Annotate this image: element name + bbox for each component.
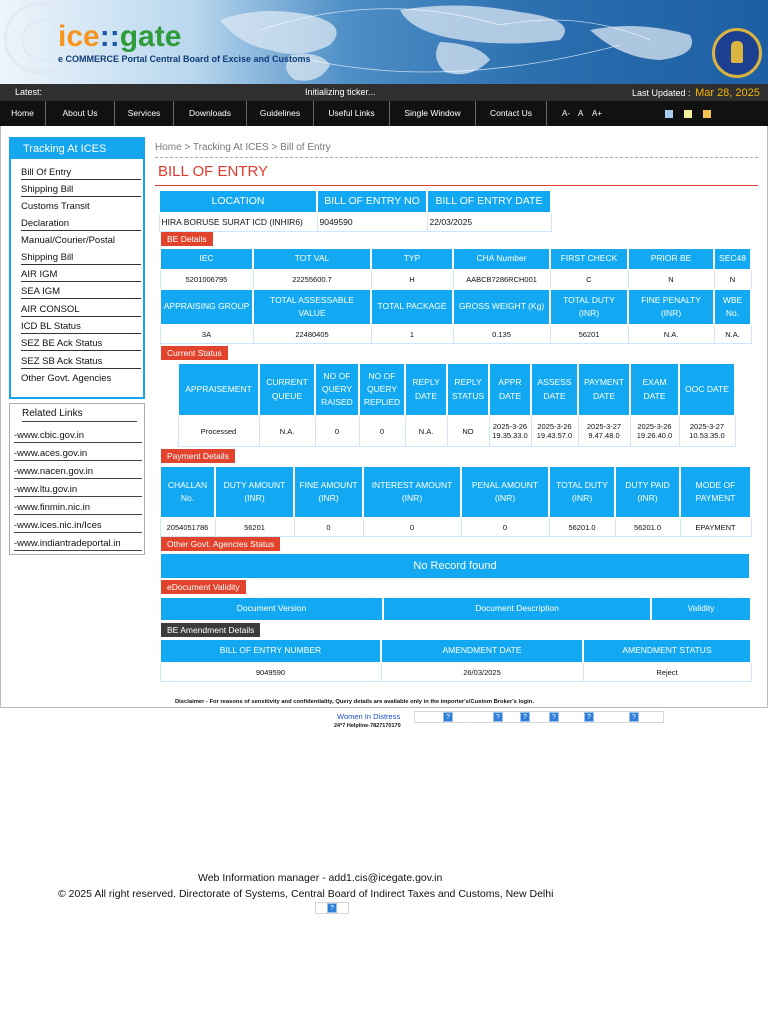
missing-image-icon[interactable]: ? <box>493 712 503 722</box>
table-cell: N <box>628 270 714 289</box>
frame-bottom-border <box>0 707 768 708</box>
table-header: APPR DATE <box>489 363 531 416</box>
header-tagline: e COMMERCE Portal Central Board of Excise and Customs <box>58 54 311 64</box>
related-link-nacen[interactable]: -www.nacen.gov.in <box>14 466 142 479</box>
tracking-panel <box>9 137 145 399</box>
table-header: INTEREST AMOUNT (INR) <box>363 466 461 518</box>
world-map-graphic <box>200 0 720 84</box>
table-header: NO OF QUERY REPLIED <box>359 363 405 416</box>
table-header: FIRST CHECK <box>550 248 628 270</box>
related-link-finmin[interactable]: -www.finmin.nic.in <box>14 502 142 515</box>
table-header: BILL OF ENTRY NUMBER <box>160 639 381 663</box>
women-in-distress-link[interactable]: Women In Distress <box>337 712 401 721</box>
table-cell: 1 <box>371 325 453 343</box>
table-cell: 22480405 <box>253 325 371 343</box>
related-link-ltu[interactable]: -www.ltu.gov.in <box>14 484 142 497</box>
nav-services[interactable]: Services <box>115 101 174 126</box>
table-cell: 2025-3-26 19.26.40.0 <box>630 416 679 446</box>
table-header: TOTAL PACKAGE <box>371 289 453 325</box>
sidebar-item-manual-courier[interactable]: Manual/Courier/Postal <box>21 235 115 246</box>
table-cell: 2025-3-27 9.47.48.0 <box>578 416 630 446</box>
table-cell: 2025-3-26 19.43.57.0 <box>531 416 578 446</box>
font-normal-button[interactable]: A <box>578 109 584 118</box>
theme-orange-swatch[interactable] <box>703 110 711 118</box>
table-cell: N.A. <box>714 325 751 343</box>
nav-home[interactable]: Home <box>0 101 46 126</box>
nav-useful-links[interactable]: Useful Links <box>314 101 390 126</box>
table-cell: NO <box>447 416 489 446</box>
table-cell: C <box>550 270 628 289</box>
table-cell: 0 <box>294 518 363 536</box>
table-cell: 9049590 <box>160 663 381 681</box>
edocument-label: eDocument Validity <box>161 580 246 594</box>
missing-image-icon[interactable]: ? <box>443 712 453 722</box>
table-cell: AABCB7286RCH001 <box>453 270 550 289</box>
table-header: REPLY STATUS <box>447 363 489 416</box>
table-header: FINE PENALTY (INR) <box>628 289 714 325</box>
missing-image-icon[interactable]: ? <box>327 903 337 913</box>
table-cell: 26/03/2025 <box>381 663 583 681</box>
font-increase-button[interactable]: A+ <box>592 109 603 118</box>
table-cell: 56201 <box>550 325 628 343</box>
sidebar-item-air-consol[interactable]: AIR CONSOL <box>21 304 141 317</box>
location-header: LOCATION <box>159 190 317 213</box>
news-ticker[interactable]: Initializing ticker... <box>305 87 376 97</box>
main-nav <box>0 101 768 126</box>
table-header: Document Description <box>383 597 651 621</box>
nav-single-window[interactable]: Single Window <box>390 101 476 126</box>
sidebar-item-other-govt-agencies[interactable]: Other Govt. Agencies <box>21 373 112 384</box>
be-date-value: 22/03/2025 <box>427 213 551 231</box>
table-cell: Processed <box>178 416 259 446</box>
table-header: TOTAL DUTY (INR) <box>549 466 615 518</box>
disclaimer-text: Disclaimer - For reasons of sensitivity and confidentiality, Query details are available only in the importer's/Custom Broker's login. <box>175 699 534 705</box>
table-header: GROSS WEIGHT (Kg) <box>453 289 550 325</box>
no-record-message: No Record found <box>161 554 749 578</box>
location-table <box>158 189 552 232</box>
amendment-label: BE Amendment Details <box>161 623 260 637</box>
table-header: IEC <box>160 248 253 270</box>
table-cell: N <box>714 270 751 289</box>
table-cell: 56201.0 <box>615 518 680 536</box>
breadcrumb-separator: > <box>184 142 191 153</box>
table-cell: 56201.0 <box>549 518 615 536</box>
table-header: SEC48 <box>714 248 751 270</box>
table-header: DUTY PAID (INR) <box>615 466 680 518</box>
footer-web-manager: Web Information manager - add1.cis@icegate.gov.in <box>198 872 443 884</box>
sidebar-item-sez-be-ack[interactable]: SEZ BE Ack Status <box>21 338 141 351</box>
footer-copyright: © 2025 All right reserved. Directorate of Systems, Central Board of Indirect Taxes and Customs, New Delhi <box>58 888 554 900</box>
be-date-header: BILL OF ENTRY DATE <box>427 190 551 213</box>
missing-image-icon[interactable]: ? <box>549 712 559 722</box>
sidebar-item-manual-courier-shipping-bill[interactable]: Shipping Bill <box>21 252 141 265</box>
table-header: Document Version <box>160 597 383 621</box>
nav-contact-us[interactable]: Contact Us <box>476 101 547 126</box>
table-cell: 2054051786 <box>160 518 215 536</box>
title-divider <box>155 185 758 186</box>
breadcrumb <box>155 142 331 153</box>
table-header: DUTY AMOUNT (INR) <box>215 466 294 518</box>
table-cell: 0 <box>363 518 461 536</box>
table-cell: Reject <box>583 663 751 681</box>
logo-gate: gate <box>119 20 182 53</box>
latest-bar <box>0 84 768 101</box>
helpline-text: 24*7 Helpline-7827170170 <box>334 723 401 729</box>
latest-label: Latest: <box>15 87 43 97</box>
sidebar-item-sez-sb-ack[interactable]: SEZ SB Ack Status <box>21 356 141 369</box>
be-no-header: BILL OF ENTRY NO <box>317 190 427 213</box>
table-header: PENAL AMOUNT (INR) <box>461 466 549 518</box>
theme-blue-swatch[interactable] <box>665 110 673 118</box>
related-link-ices[interactable]: -www.ices.nic.in/Ices <box>14 520 142 533</box>
table-header: APPRAISING GROUP <box>160 289 253 325</box>
sidebar-item-air-igm[interactable]: AIR IGM <box>21 269 141 282</box>
be-no-value: 9049590 <box>317 213 427 231</box>
breadcrumb-home[interactable]: Home <box>155 142 182 153</box>
breadcrumb-current: Bill of Entry <box>280 142 331 153</box>
table-cell: 2025-3-27 10.53.35.0 <box>679 416 735 446</box>
related-link-indiantradeportal[interactable]: -www.indiantradeportal.in <box>14 538 142 551</box>
logo-separator: :: <box>99 20 120 53</box>
table-cell: N.A. <box>628 325 714 343</box>
table-cell: 3A <box>160 325 253 343</box>
payment-details-table <box>159 465 752 537</box>
frame-left-border <box>0 126 1 707</box>
payment-details-label: Payment Details <box>161 449 235 463</box>
sidebar-item-sea-igm[interactable]: SEA IGM <box>21 286 141 299</box>
table-header: Validity <box>651 597 751 621</box>
table-header: OOC DATE <box>679 363 735 416</box>
related-link-cbic[interactable]: -www.cbic.gov.in <box>14 430 142 443</box>
table-header: NO OF QUERY RAISED <box>315 363 359 416</box>
cbic-emblem-icon <box>712 28 762 78</box>
related-links-panel <box>9 403 145 555</box>
table-header: MODE OF PAYMENT <box>680 466 751 518</box>
table-cell: EPAYMENT <box>680 518 751 536</box>
table-cell: N.A. <box>405 416 447 446</box>
last-updated-date: Mar 28, 2025 <box>695 87 760 99</box>
table-header: AMENDMENT STATUS <box>583 639 751 663</box>
table-header: FINE AMOUNT (INR) <box>294 466 363 518</box>
sidebar-item-bill-of-entry[interactable]: Bill Of Entry <box>21 167 141 180</box>
font-decrease-button[interactable]: A- <box>562 109 570 118</box>
table-header: EXAM DATE <box>630 363 679 416</box>
table-cell: H <box>371 270 453 289</box>
nav-downloads[interactable]: Downloads <box>174 101 247 126</box>
table-header: TOTAL ASSESSABLE VALUE <box>253 289 371 325</box>
table-header: PAYMENT DATE <box>578 363 630 416</box>
table-cell: 22255600.7 <box>253 270 371 289</box>
sidebar-item-icd-bl-status[interactable]: ICD BL Status <box>21 321 141 334</box>
nav-guidelines[interactable]: Guidelines <box>247 101 314 126</box>
table-header: CURRENT QUEUE <box>259 363 315 416</box>
related-link-aces[interactable]: -www.aces.gov.in <box>14 448 142 461</box>
missing-image-icon[interactable]: ? <box>584 712 594 722</box>
table-header: WBE No. <box>714 289 751 325</box>
table-header: TOTAL DUTY (INR) <box>550 289 628 325</box>
table-header: CHA Number <box>453 248 550 270</box>
table-cell: 0 <box>461 518 549 536</box>
sidebar-item-shipping-bill[interactable]: Shipping Bill <box>21 184 141 197</box>
table-header: PRIOR BE <box>628 248 714 270</box>
table-header: TOT VAL <box>253 248 371 270</box>
breadcrumb-separator: > <box>271 142 278 153</box>
table-cell: 2025-3-26 19.35.33.0 <box>489 416 531 446</box>
nav-about-us[interactable]: About Us <box>46 101 115 126</box>
table-header: REPLY DATE <box>405 363 447 416</box>
missing-image-icon[interactable]: ? <box>629 712 639 722</box>
last-updated <box>632 87 760 99</box>
table-cell: 0 <box>315 416 359 446</box>
table-cell: 0.135 <box>453 325 550 343</box>
table-cell: 56201 <box>215 518 294 536</box>
theme-yellow-swatch[interactable] <box>684 110 692 118</box>
current-status-table <box>177 362 736 447</box>
icegate-logo[interactable] <box>58 20 181 54</box>
table-cell: 0 <box>359 416 405 446</box>
page-title: BILL OF ENTRY <box>158 163 269 180</box>
tracking-panel-title: Tracking At ICES <box>11 139 143 159</box>
last-updated-label: Last Updated : <box>632 88 691 98</box>
table-cell: 5201006795 <box>160 270 253 289</box>
location-value: HIRA BORUSE SURAT ICD (INHIR6) <box>159 213 317 231</box>
be-details-label: BE Details <box>161 232 213 246</box>
breadcrumb-divider <box>155 157 758 158</box>
table-header: CHALLAN No. <box>160 466 215 518</box>
sidebar-item-customs-transit[interactable]: Customs Transit <box>21 201 90 212</box>
breadcrumb-tracking[interactable]: Tracking At ICES <box>192 142 269 153</box>
related-links-title: Related Links <box>22 408 137 422</box>
other-agencies-label: Other Govt. Agencies Status <box>161 537 280 551</box>
table-header: AMENDMENT DATE <box>381 639 583 663</box>
table-header: ASSESS DATE <box>531 363 578 416</box>
sidebar-item-customs-transit-declaration[interactable]: Declaration <box>21 218 141 231</box>
amendment-table <box>159 638 752 682</box>
edocument-table <box>159 596 752 622</box>
table-cell: N.A. <box>259 416 315 446</box>
table-header: TYP <box>371 248 453 270</box>
table-header: APPRAISEMENT <box>178 363 259 416</box>
logo-ice: ice <box>58 20 100 53</box>
header-banner <box>0 0 768 84</box>
be-details-table <box>159 247 752 344</box>
missing-image-icon[interactable]: ? <box>520 712 530 722</box>
current-status-label: Current Status <box>161 346 228 360</box>
